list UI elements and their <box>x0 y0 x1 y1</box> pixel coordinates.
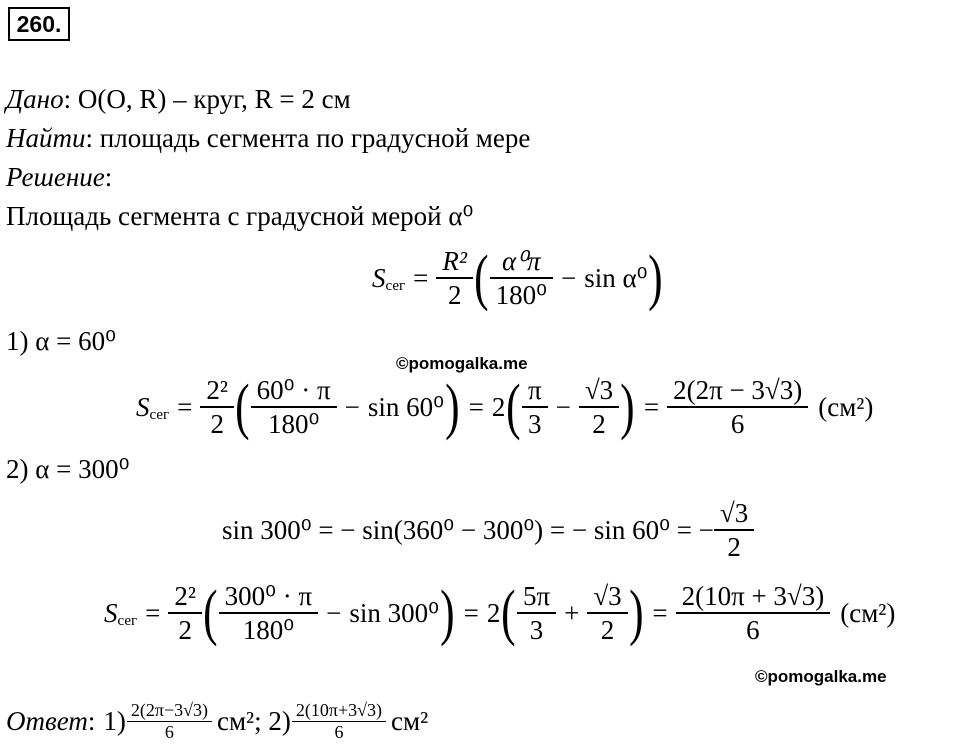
case2-sin-text: sin 300⁰ = − sin(360⁰ − 300⁰) = − sin 60⁰ = − <box>222 514 714 545</box>
case1-lhs: S <box>136 391 150 422</box>
case2-result-den: 6 <box>676 612 831 644</box>
case2-frac2-num: 300⁰ · π <box>224 580 313 611</box>
general-eq: = <box>413 262 429 293</box>
answer-label: Ответ <box>6 705 88 736</box>
case2-factor: 2 <box>486 597 501 628</box>
case1-eq: = <box>177 391 193 422</box>
case2-result <box>679 582 828 645</box>
case2-lhs: S <box>104 597 118 628</box>
case1-eq2: = <box>468 391 484 422</box>
general-frac2-num: α⁰π <box>502 245 541 276</box>
answer-part2-unit: см² <box>391 705 429 736</box>
general-frac1-den: 2 <box>436 277 473 309</box>
case2-lhs-sub: сег <box>117 612 138 629</box>
case1-frac4 <box>582 376 616 439</box>
find-text: площадь сегмента по градусной мере <box>99 123 531 153</box>
general-frac2-den: 180⁰ <box>490 277 553 309</box>
answer-part1-prefix: 1) <box>103 705 126 736</box>
case1-frac1-num: 2² <box>206 374 228 405</box>
case2-sin-line <box>222 494 754 566</box>
case2-sin-term: sin 300⁰ <box>349 597 439 628</box>
general-formula <box>372 238 664 318</box>
problem-number: 260. <box>8 7 70 41</box>
right-paren: ) <box>628 579 644 647</box>
right-paren: ) <box>445 373 460 441</box>
left-paren: ( <box>501 579 516 647</box>
case2-op2: + <box>564 597 580 628</box>
case1-frac2-den: 180⁰ <box>251 406 337 438</box>
case2-frac4 <box>590 582 624 645</box>
watermark-2: ©pomogalka.me <box>755 667 887 686</box>
case2-sin-frac-num: √3 <box>719 497 749 528</box>
right-paren: ) <box>620 373 635 441</box>
given-colon: : <box>63 84 72 114</box>
case1-op2: − <box>555 391 571 422</box>
find-label: Найти <box>6 123 86 153</box>
case1-frac4-den: 2 <box>579 406 619 438</box>
right-paren: ) <box>440 579 455 647</box>
given-text: O(O, R) – круг, R = 2 см <box>77 84 351 114</box>
left-paren: ( <box>203 579 218 647</box>
answer-frac2-num: 2(10π+3√3) <box>295 699 382 720</box>
case1-frac2 <box>254 376 334 439</box>
case2-frac2 <box>222 582 315 645</box>
find-line <box>6 125 530 152</box>
case2-frac3-num: 5π <box>522 580 551 611</box>
left-paren: ( <box>474 244 489 312</box>
answer-line <box>6 694 428 748</box>
right-paren: ) <box>648 244 663 312</box>
left-paren: ( <box>506 373 521 441</box>
solution-label: Решение <box>6 162 105 192</box>
case2-frac4-num: √3 <box>593 580 622 611</box>
case1-lhs-sub: сег <box>149 406 170 423</box>
general-frac1 <box>439 247 470 310</box>
given-line <box>6 86 351 113</box>
case2-frac3-den: 3 <box>517 612 556 644</box>
case1-frac1-den: 2 <box>200 406 234 438</box>
general-lhs: S <box>372 262 386 293</box>
case1-frac3 <box>525 376 545 439</box>
case1-minus: − <box>344 391 360 422</box>
given-label: Дано <box>6 84 64 114</box>
case2-frac2-den: 180⁰ <box>219 612 318 644</box>
answer-frac1 <box>129 701 210 742</box>
general-frac2 <box>493 247 550 310</box>
left-paren: ( <box>235 373 250 441</box>
answer-frac1-den: 6 <box>127 721 212 742</box>
case2-frac1 <box>171 582 199 645</box>
case2-frac4-den: 2 <box>587 612 627 644</box>
case1-frac1 <box>203 376 231 439</box>
case1-eq3: = <box>643 391 660 422</box>
case1-result <box>670 376 805 439</box>
case1-result-num: 2(2π − 3√3) <box>673 374 803 405</box>
case1-label: 1) α = 60⁰ <box>6 326 116 356</box>
case2-eq3: = <box>652 597 668 628</box>
case2-frac3 <box>520 582 553 645</box>
general-tail: sin α⁰ <box>584 262 648 293</box>
case2-eq: = <box>145 597 161 628</box>
find-colon: : <box>85 123 94 153</box>
case2-minus: − <box>326 597 342 628</box>
case1-frac4-num: √3 <box>584 374 614 405</box>
general-lhs-sub: сег <box>385 277 406 294</box>
intro-line: Площадь сегмента с градусной мерой α⁰ <box>6 201 474 231</box>
case1-formula <box>136 366 873 448</box>
answer-part1-unit: см²; 2) <box>216 705 291 736</box>
case1-frac3-den: 3 <box>522 406 548 438</box>
case1-sin-term: sin 60⁰ <box>367 391 444 422</box>
answer-frac2-den: 6 <box>292 721 386 742</box>
answer-colon: : <box>87 705 96 736</box>
case2-result-num: 2(10π + 3√3) <box>681 580 825 611</box>
case2-unit: (см²) <box>840 597 896 628</box>
case1-frac2-num: 60⁰ · π <box>256 374 331 405</box>
general-minus: − <box>560 262 577 293</box>
case2-frac1-den: 2 <box>168 612 202 644</box>
case2-sin-frac-den: 2 <box>714 529 754 561</box>
answer-frac1-num: 2(2π−3√3) <box>130 699 208 720</box>
case2-sin-frac <box>717 499 751 562</box>
case1-result-den: 6 <box>667 406 808 438</box>
case2-frac1-num: 2² <box>174 580 196 611</box>
case1-frac3-num: π <box>527 374 542 405</box>
watermark-1: ©pomogalka.me <box>396 354 528 373</box>
case1-factor: 2 <box>491 391 506 422</box>
case2-label: 2) α = 300⁰ <box>6 454 130 484</box>
solution-colon: : <box>104 162 113 192</box>
case2-formula <box>104 572 895 654</box>
case1-unit: (см²) <box>818 391 874 422</box>
case2-eq2: = <box>463 597 479 628</box>
general-frac1-num: R² <box>442 245 467 276</box>
solution-line <box>6 164 112 191</box>
answer-frac2 <box>294 701 384 742</box>
